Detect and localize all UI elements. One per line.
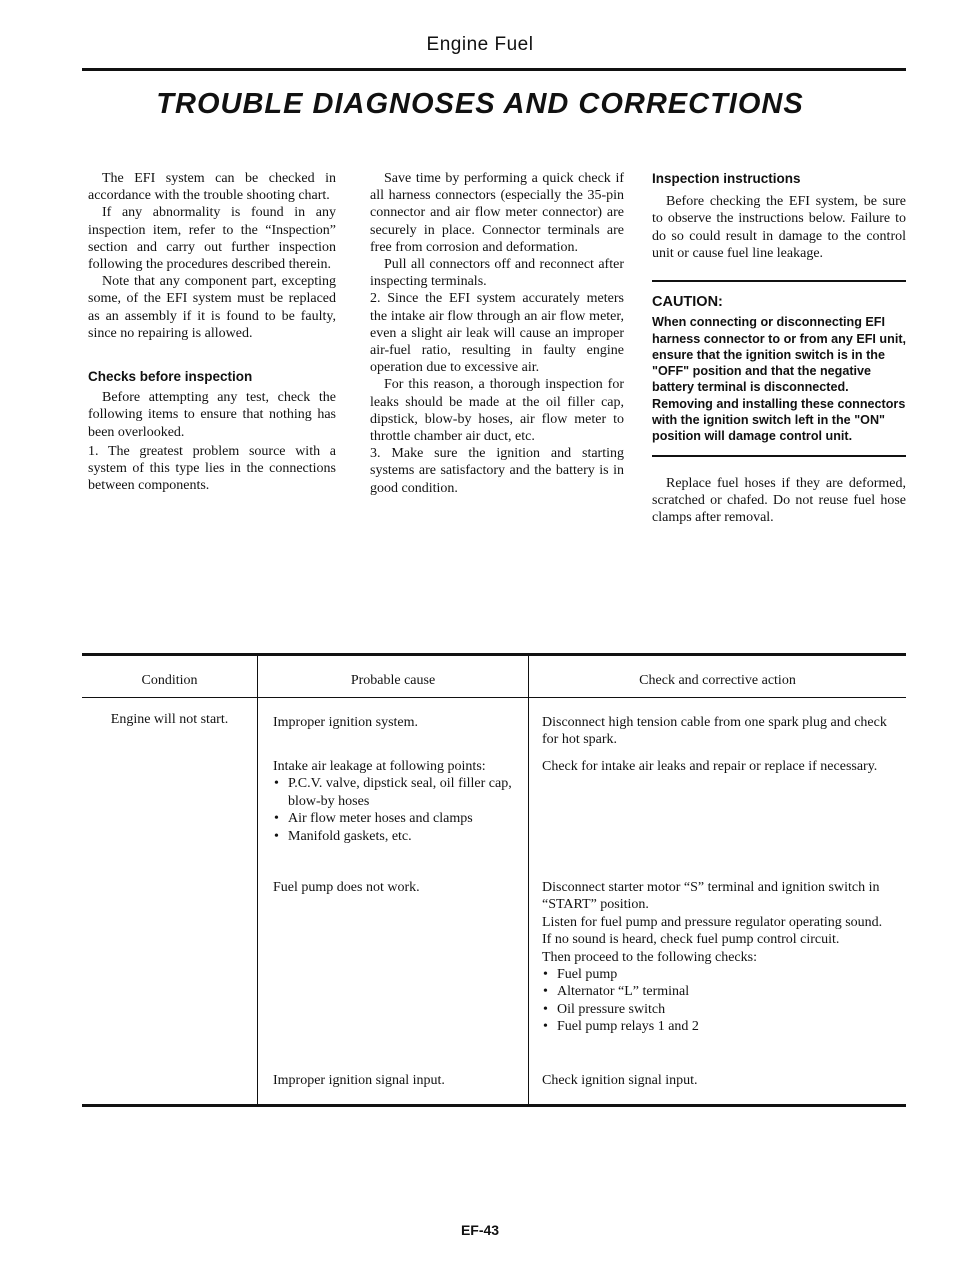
action-line: If no sound is heard, check fuel pump control circuit. <box>542 932 840 948</box>
column-header-corrective-action: Check and corrective action <box>639 673 796 688</box>
page-title: TROUBLE DIAGNOSES AND CORRECTIONS <box>156 88 804 120</box>
caution-box <box>652 282 906 455</box>
table-column-divider-2 <box>528 655 529 1104</box>
cause-fuel-pump: Fuel pump does not work. <box>273 880 420 895</box>
action-line: Then proceed to the following checks: <box>542 949 757 965</box>
text-column-1 <box>88 170 336 494</box>
cause-ignition-system: Improper ignition system. <box>273 715 419 730</box>
fuel-hose-paragraph: Replace fuel hoses if they are deformed, scratched or chafed. Do not reuse fuel hose clamps after removal. <box>652 475 906 525</box>
leak-inspection-paragraph: For this reason, a thorough inspection for leaks should be made at the oil filler cap, dipstick, blow-by hoses, air flow meter to throttle chamber air duct, etc. <box>370 377 624 445</box>
abnormality-paragraph: If any abnormality is found in any inspection item, refer to the “Inspection” section and carry out further inspection following the procedures described therein. <box>88 205 336 273</box>
caution-title: CAUTION: <box>652 294 723 311</box>
item-1-paragraph: 1. The greatest problem source with a system of this type lies in the connections between components. <box>88 443 336 494</box>
item-3-paragraph: 3. Make sure the ignition and starting systems are satisfactory and the battery is in good condition. <box>370 446 624 496</box>
air-leak-points-list <box>273 775 535 845</box>
condition-engine-will-not-start: Engine will not start. <box>110 712 229 727</box>
page-number: EF-43 <box>460 1222 500 1238</box>
action-check-spark: Disconnect high tension cable from one spark plug and check for hot spark. <box>542 715 887 748</box>
list-item: • Manifold gaskets, etc. <box>273 828 535 845</box>
instructions-paragraph: Before checking the EFI system, be sure to observe the instructions below. Failure to do so could result in damage to the control unit or cause fuel line leakage. <box>652 194 906 261</box>
column-header-probable-cause: Probable cause <box>350 673 436 688</box>
checks-before-inspection-heading: Checks before inspection <box>88 369 253 385</box>
caution-text: When connecting or disconnecting EFI harness connector to or from any EFI unit, ensure that the ignition switch is in the "OFF" position and that the negative battery terminal is disconnected. Removing and installing these connectors with the ignition switch left in the "ON" position will damage control unit. <box>652 315 907 444</box>
list-item: • Oil pressure switch <box>542 1001 902 1018</box>
table-bottom-rule <box>82 1104 906 1107</box>
quick-check-paragraph: Save time by performing a quick check if all harness connectors (especially the 35-pin connector and air flow meter connector) are securely in place. Connector terminals are free from corrosion and deformation. <box>370 171 624 255</box>
list-item: • Alternator “L” terminal <box>542 983 902 1000</box>
table-header-rule <box>82 697 906 698</box>
inspection-instructions-heading: Inspection instructions <box>652 171 801 186</box>
action-fuel-pump-checks <box>542 879 902 1036</box>
item-2-paragraph: 2. Since the EFI system accurately meters the intake air flow through an air flow meter, even a slight air leak will cause an improper air-fuel ratio, resulting in faulty engine operation due to excessive air. <box>370 291 624 376</box>
component-note-paragraph: Note that any component part, excepting some, of the EFI system must be replaced as an assembly if it is found to be faulty, since no repairing is allowed. <box>88 274 336 341</box>
header-rule <box>82 68 906 71</box>
cause-ignition-signal: Improper ignition signal input. <box>273 1073 445 1088</box>
cause-intake-air-leakage <box>273 758 535 845</box>
cause-intake-air-leakage-text: Intake air leakage at following points: <box>273 759 486 774</box>
reconnect-paragraph: Pull all connectors off and reconnect after inspecting terminals. <box>370 257 624 290</box>
action-check-air-leaks: Check for intake air leaks and repair or replace if necessary. <box>542 759 878 774</box>
list-item: • Fuel pump relays 1 and 2 <box>542 1018 902 1035</box>
list-item: • Fuel pump <box>542 966 902 983</box>
text-column-2 <box>370 170 624 497</box>
before-test-paragraph: Before attempting any test, check the following items to ensure that nothing has been overlooked. <box>88 390 336 440</box>
intro-paragraph: The EFI system can be checked in accordance with the trouble shooting chart. <box>88 171 336 204</box>
running-title: Engine Fuel <box>426 34 534 55</box>
list-item: • Air flow meter hoses and clamps <box>273 810 535 827</box>
column-header-condition: Condition <box>141 673 198 688</box>
caution-bottom-rule <box>652 455 906 457</box>
list-item: • P.C.V. valve, dipstick seal, oil filler cap, blow-by hoses <box>273 775 535 810</box>
action-line: Listen for fuel pump and pressure regulator operating sound. <box>542 914 883 930</box>
table-column-divider-1 <box>257 655 258 1104</box>
action-line: Disconnect starter motor “S” terminal and ignition switch in “START” position. <box>542 880 880 913</box>
table-top-rule <box>82 653 906 656</box>
text-column-3 <box>652 170 906 526</box>
action-check-ignition-signal: Check ignition signal input. <box>542 1073 698 1088</box>
fuel-pump-checks-list <box>542 966 902 1036</box>
